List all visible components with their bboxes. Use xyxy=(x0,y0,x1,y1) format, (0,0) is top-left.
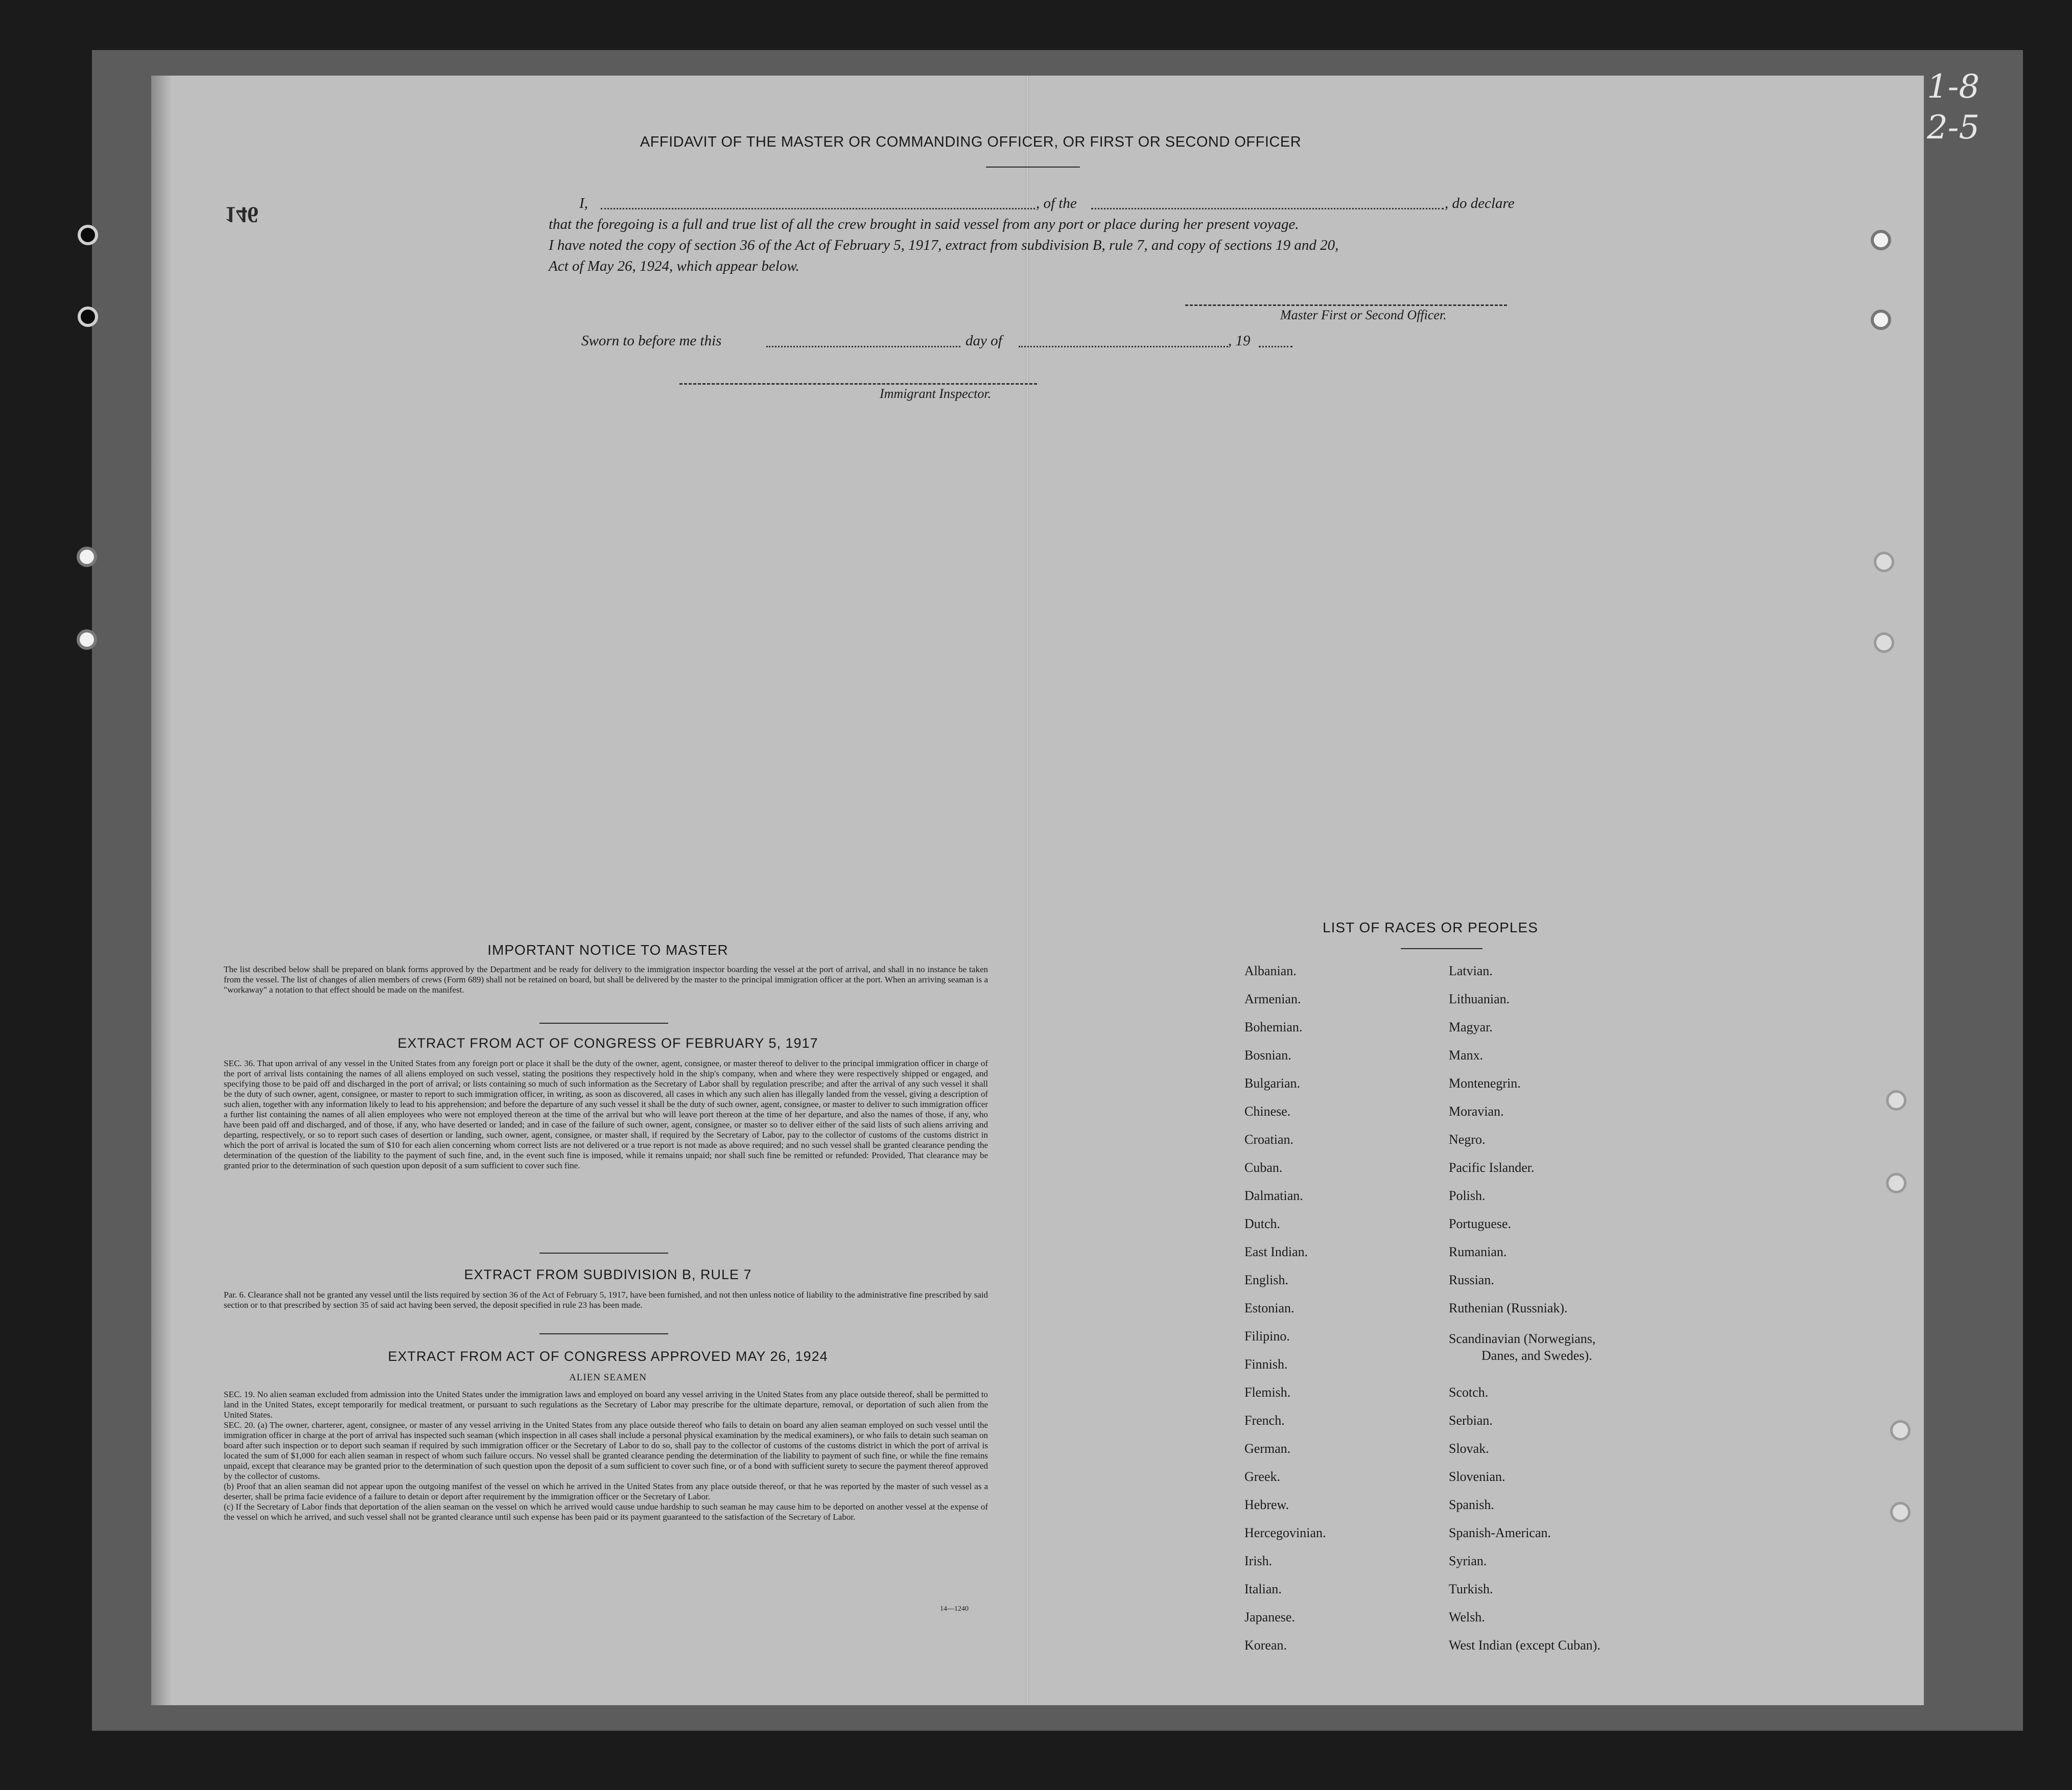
race-item: Albanian. xyxy=(1244,963,1297,978)
race-item: West Indian (except Cuban). xyxy=(1449,1638,1600,1653)
center-fold xyxy=(1026,76,1029,1705)
race-item: Dalmatian. xyxy=(1244,1188,1303,1203)
binder-hole xyxy=(1874,632,1894,653)
race-item: Latvian. xyxy=(1449,963,1493,978)
race-item: East Indian. xyxy=(1244,1244,1308,1259)
race-item: Polish. xyxy=(1449,1188,1486,1203)
race-item: Dutch. xyxy=(1244,1216,1281,1231)
year-label: , 19 xyxy=(1228,333,1251,349)
vessel-blank[interactable] xyxy=(1091,208,1444,209)
page-edge-shadow xyxy=(151,76,172,1705)
race-item: Cuban. xyxy=(1244,1160,1283,1175)
sec20b-paragraph: (b) Proof that an alien seaman did not appear upon the outgoing manifest of the vessel on which he arrived in the United States from any place outside thereof, or that he was reported by the master of such vessel as a deserter, shall be prima facie evidence of a failure to detain or deport after requirement by the immigration officer or the Secretary of Labor. xyxy=(224,1481,988,1501)
race-item: German. xyxy=(1244,1441,1291,1456)
races-title-rule xyxy=(1401,948,1482,949)
race-item: Portuguese. xyxy=(1449,1216,1512,1231)
sworn-day-blank[interactable] xyxy=(766,346,960,347)
binder-hole xyxy=(78,225,98,245)
race-item: Serbian. xyxy=(1449,1413,1493,1428)
race-item: Turkish. xyxy=(1449,1582,1493,1596)
race-item: Scotch. xyxy=(1449,1385,1489,1400)
name-blank[interactable] xyxy=(601,208,1035,209)
extract1-title: EXTRACT FROM ACT OF CONGRESS OF FEBRUARY 5, 1917 xyxy=(397,1035,818,1051)
inspector-label: Immigrant Inspector. xyxy=(880,386,992,401)
race-item: Montenegrin. xyxy=(1449,1076,1521,1091)
race-item: Welsh. xyxy=(1449,1610,1485,1624)
binder-hole xyxy=(78,307,98,327)
extract3-title: EXTRACT FROM ACT OF CONGRESS APPROVED MAY 26, 1924 xyxy=(388,1349,828,1364)
race-item: Spanish-American. xyxy=(1449,1525,1551,1540)
binder-hole xyxy=(1871,230,1891,250)
race-item: Pacific Islander. xyxy=(1449,1160,1535,1175)
race-item: Magyar. xyxy=(1449,1020,1493,1034)
i-label: I, xyxy=(579,195,588,211)
extract3-text xyxy=(224,1389,988,1522)
page-stamp: 146 xyxy=(225,202,258,227)
race-item: Bulgarian. xyxy=(1244,1076,1301,1091)
race-item: Filipino. xyxy=(1244,1329,1290,1344)
binder-hole xyxy=(1886,1173,1906,1193)
race-item: Bosnian. xyxy=(1244,1048,1291,1063)
race-item: Ruthenian (Russniak). xyxy=(1449,1301,1568,1315)
section-rule xyxy=(539,1253,668,1254)
race-item: Moravian. xyxy=(1449,1104,1504,1119)
sworn-year-blank[interactable] xyxy=(1259,346,1292,347)
race-item: French. xyxy=(1244,1413,1285,1428)
race-item: Danes, and Swedes). xyxy=(1481,1348,1592,1363)
binder-hole xyxy=(1890,1502,1911,1522)
race-item: Negro. xyxy=(1449,1132,1486,1147)
race-item: Russian. xyxy=(1449,1273,1494,1287)
section-rule xyxy=(539,1023,668,1024)
race-item: Chinese. xyxy=(1244,1104,1291,1119)
race-item: Slovenian. xyxy=(1449,1469,1505,1484)
binder-hole xyxy=(1871,310,1891,330)
extract3-subtitle: ALIEN SEAMEN xyxy=(569,1372,647,1383)
race-item: Irish. xyxy=(1244,1553,1273,1568)
race-item: Rumanian. xyxy=(1449,1244,1507,1259)
race-item: Scandinavian (Norwegians, xyxy=(1449,1331,1596,1346)
race-item: Croatian. xyxy=(1244,1132,1294,1147)
title-rule xyxy=(986,167,1080,168)
affidavit-title: AFFIDAVIT OF THE MASTER OR COMMANDING OFFICER, OR FIRST OR SECOND OFFICER xyxy=(640,134,1302,150)
race-item: Spanish. xyxy=(1449,1497,1494,1512)
extract1-text: SEC. 36. That upon arrival of any vessel in the United States from any foreign port or place it shall be the duty of the owner, agent, consignee, or master thereof to deliver to the principal immigration officer in charge of the port of arrival lists containing the names of all aliens employed on such vessel, stating the positions they respectively hold in the ship's company, when and where they were respectively shipped or engaged, and specifying those to be paid off and discharged in the port of arrival; or lists containing so much of such information as the Secretary of Labor shall by regulation prescribe; and after the arrival of any such vessel it shall be the duty of such owner, agent, consignee, or master to report to such immigration officer, in writing, as soon as discovered, all cases in which any such alien has illegally landed from the vessel, giving a description of such alien, together with any information likely to lead to his apprehension; and before the departure of any such vessel it shall be the duty of such owner, agent, consignee, or master to deliver to such immigration officer a further list containing the names of all alien employees who were not employed thereon at the time of the arrival but who will leave port thereon at the time of her departure, and also the names of those, if any, who have been paid off and discharged, and of those, if any, who have deserted or landed; and in case of the failure of such owner, agent, consignee, or master so to deliver either of the said lists of such aliens arriving and departing, respectively, or so to report such cases of desertion or landing, such owner, agent, consignee, or master shall, if required by the Secretary of Labor, pay to the collector of customs of the customs district in which the port of arrival is located the sum of $10 for each alien concerning whom correct lists are not delivered or a true report is not made as above required; and no such vessel shall be granted clearance pending the determination of the question of the liability to the payment of such fine, and, in the event such fine is imposed, while it remains unpaid; nor shall such fine be remitted or refunded: Provided, That clearance may be granted prior to the determination of such question upon deposit of a sum sufficient to cover such fine. xyxy=(224,1058,988,1170)
form-number: 14—1240 xyxy=(940,1605,969,1613)
sec19-paragraph: SEC. 19. No alien seaman excluded from admission into the United States under the immigration laws and employed on board any vessel arriving in the United States from any place outside thereof, shall be permitted to land in the United States, except temporarily for medical treatment, or pursuant to such regulations as the Secretary of Labor may prescribe for the ultimate departure, removal, or deportation of such alien from the United States. xyxy=(224,1389,988,1420)
race-item: Hebrew. xyxy=(1244,1497,1289,1512)
binder-hole xyxy=(1886,1090,1906,1111)
binder-hole xyxy=(1890,1420,1911,1441)
master-signature-line[interactable] xyxy=(1185,304,1507,306)
sec20a-paragraph: SEC. 20. (a) The owner, charterer, agent, consignee, or master of any vessel arriving in the United States from any place outside thereof who fails to detain on board any alien seaman employed on such vessel until the immigration officer in charge at the port of arrival has inspected such seaman (which inspection in all cases shall include a personal physical examination by the medical examiners), or who fails to detain such seaman on board after such inspection or to deport such seaman if required by such immigration officer or the Secretary of Labor to do so, shall pay to the collector of customs of the customs district in which the port of arrival is located the sum of $1,000 for each alien seaman in respect of whom such failure occurs. No vessel shall be granted clearance pending the determination of the liability to payment of such fine, or while the fine remains unpaid, except that clearance may be granted prior to the determination of such question upon the deposit of a sum sufficient to cover such fine, or of a bond with sufficient surety to secure the payment thereof approved by the collector of customs. xyxy=(224,1420,988,1481)
do-declare-label: , do declare xyxy=(1445,195,1515,211)
affidavit-line-2: that the foregoing is a full and true list of all the crew brought in said vessel from any port or place during her present voyage. xyxy=(549,216,1299,232)
extract2-title: EXTRACT FROM SUBDIVISION B, RULE 7 xyxy=(464,1267,752,1282)
master-signature-label: Master First or Second Officer. xyxy=(1280,308,1447,322)
binder-hole xyxy=(77,547,97,567)
race-item: Finnish. xyxy=(1244,1357,1288,1372)
margin-note: 1-8 2-5 xyxy=(1927,68,1980,147)
race-item: Estonian. xyxy=(1244,1301,1294,1315)
of-the-label: , of the xyxy=(1036,195,1077,211)
sworn-label: Sworn to before me this xyxy=(581,333,722,349)
race-item: Manx. xyxy=(1449,1048,1484,1063)
race-item: Slovak. xyxy=(1449,1441,1489,1456)
affidavit-line-3: I have noted the copy of section 36 of the Act of February 5, 1917, extract from subdivision B, rule 7, and copy of sections 19 and 20, xyxy=(549,237,1339,253)
notice-text: The list described below shall be prepared on blank forms approved by the Department and be ready for delivery to the immigration inspector boarding the vessel at the port of arrival, and shall in no instance be taken from the vessel. The list of changes of alien members of crews (Form 689) shall not be retained on board, but shall be delivered by the master to the principal immigration officer at the port. When an arriving seaman is a "workaway" a notation to that effect should be made on the manifest. xyxy=(224,964,988,995)
day-of-label: day of xyxy=(966,333,1002,349)
sec20c-paragraph: (c) If the Secretary of Labor finds that deportation of the alien seaman on the vessel on which he arrived would cause undue hardship to such seaman he may cause him to be deported on another vessel at the expense of the vessel on which he arrived, and such vessel shall not be granted clearance until such expense has been paid or its payment guaranteed to the satisfaction of the Secretary of Labor. xyxy=(224,1502,988,1522)
section-rule xyxy=(539,1333,668,1334)
race-item: English. xyxy=(1244,1273,1288,1287)
affidavit-line-4: Act of May 26, 1924, which appear below. xyxy=(549,258,799,274)
race-item: Korean. xyxy=(1244,1638,1287,1653)
binder-hole xyxy=(77,629,97,650)
race-item: Syrian. xyxy=(1449,1553,1487,1568)
race-item: Greek. xyxy=(1244,1469,1281,1484)
race-item: Japanese. xyxy=(1244,1610,1295,1624)
inspector-signature-line[interactable] xyxy=(679,383,1037,385)
races-title: LIST OF RACES OR PEOPLES xyxy=(1323,920,1538,935)
race-item: Armenian. xyxy=(1244,992,1301,1006)
race-item: Hercegovinian. xyxy=(1244,1525,1326,1540)
binder-hole xyxy=(1874,552,1894,572)
race-item: Lithuanian. xyxy=(1449,992,1510,1006)
race-item: Italian. xyxy=(1244,1582,1282,1596)
notice-title: IMPORTANT NOTICE TO MASTER xyxy=(487,942,728,958)
race-item: Bohemian. xyxy=(1244,1020,1303,1034)
race-item: Flemish. xyxy=(1244,1385,1291,1400)
extract2-text: Par. 6. Clearance shall not be granted any vessel until the lists required by section 36 of the Act of February 5, 1917, have been furnished, and not then unless notice of liability to the administrative fine prescribed by said section or to that prescribed by section 35 of said act having been served, the deposit specified in rule 23 has been made. xyxy=(224,1290,988,1310)
sworn-month-blank[interactable] xyxy=(1019,346,1228,347)
